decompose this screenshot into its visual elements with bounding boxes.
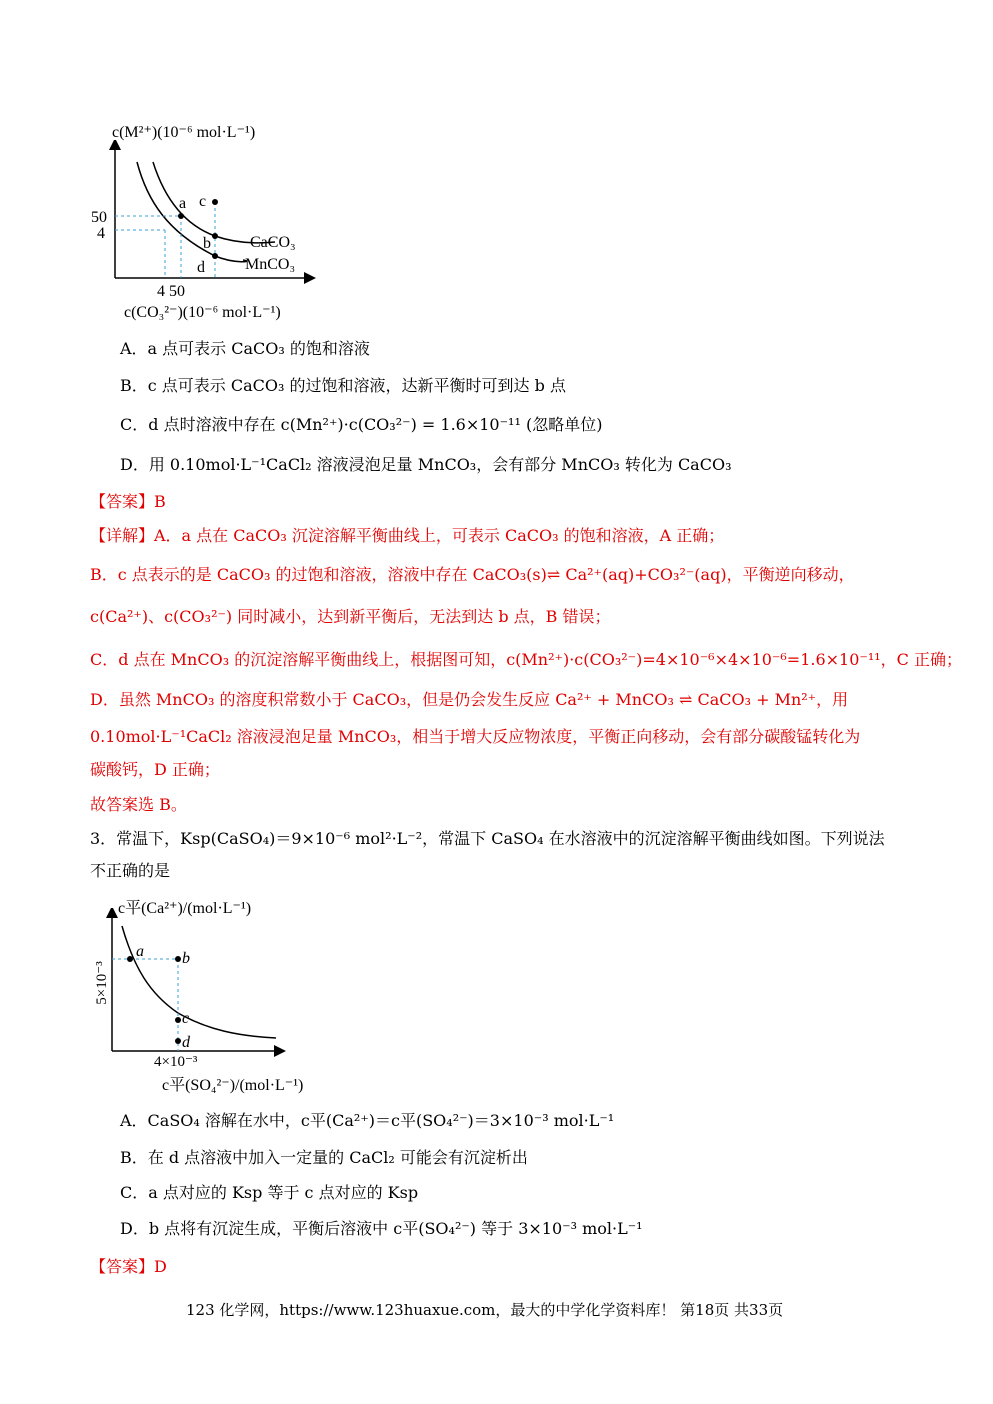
label-d: d: [197, 259, 205, 276]
q3-option-c: C．a 点对应的 Ksp 等于 c 点对应的 Ksp: [120, 1183, 419, 1202]
point-a: [127, 956, 133, 962]
mnco3-curve: [137, 162, 247, 262]
figure1-ytick-4: 4: [97, 225, 105, 242]
label-a: a: [136, 943, 144, 960]
q3-option-b: B．在 d 点溶液中加入一定量的 CaCl₂ 可能会有沉淀析出: [120, 1148, 528, 1167]
caso4-curve: [122, 926, 276, 1038]
figure2-xtick: 4×10⁻³: [154, 1054, 198, 1068]
q3-option-a: A．CaSO₄ 溶解在水中，c平(Ca²⁺)＝c平(SO₄²⁻)＝3×10⁻³ mol·L⁻¹: [120, 1111, 615, 1130]
label-c: c: [199, 193, 207, 210]
label-d: d: [182, 1034, 190, 1051]
q2-option-a: A．a 点可表示 CaCO₃ 的饱和溶液: [120, 339, 370, 358]
q2-explanation-line5: D．虽然 MnCO₃ 的溶度积常数小于 CaCO₃，但是仍会发生反应 Ca²⁺ + MnCO₃ ⇌ CaCO₃ + Mn²⁺，用: [90, 690, 849, 709]
page-footer: 123 化学网，https://www.123huaxue.com，最大的中学化学资料库！ 第18页 共33页: [186, 1301, 784, 1319]
figure1-xlabel: c(CO₃²⁻)(10⁻⁶ mol·L⁻¹): [124, 304, 281, 321]
q3-answer: 【答案】D: [90, 1257, 167, 1276]
q2-option-d: D．用 0.10mol·L⁻¹CaCl₂ 溶液浸泡足量 MnCO₃，会有部分 MnCO₃ 转化为 CaCO₃: [120, 455, 732, 474]
point-c: [175, 1017, 181, 1023]
point-d: [175, 1038, 181, 1044]
q3-stem-line2: 不正确的是: [90, 861, 171, 880]
figure1-ytick-50: 50: [91, 209, 107, 226]
figure2-ylabel: c平(Ca²⁺)/(mol·L⁻¹): [118, 900, 252, 917]
label-a: a: [179, 195, 187, 212]
q3-stem-line1: 3．常温下，Ksp(CaSO₄)＝9×10⁻⁶ mol²·L⁻²，常温下 CaSO₄ 在水溶液中的沉淀溶解平衡曲线如图。下列说法: [90, 829, 885, 848]
curve-label-mnco3: MnCO₃: [245, 256, 296, 273]
q2-option-b: B．c 点可表示 CaCO₃ 的过饱和溶液，达新平衡时可到达 b 点: [120, 376, 566, 395]
figure1-xticks: 4 50: [157, 283, 185, 300]
q2-explanation-line8: 故答案选 B。: [90, 795, 187, 814]
figure2-ytick: 5×10⁻³: [94, 961, 110, 1005]
q2-option-c: C．d 点时溶液中存在 c(Mn²⁺)·c(CO₃²⁻) = 1.6×10⁻¹¹ (忽略单位): [120, 415, 603, 434]
q2-explanation-line3: c(Ca²⁺)、c(CO₃²⁻) 同时减小，达到新平衡后，无法到达 b 点，B 错误；: [90, 607, 611, 626]
figure2-xlabel: c平(SO₄²⁻)/(mol·L⁻¹): [162, 1077, 304, 1094]
label-c: c: [182, 1010, 190, 1027]
q2-answer: 【答案】B: [90, 492, 166, 511]
point-d: [212, 253, 218, 259]
point-b: [212, 233, 218, 239]
q3-option-d: D．b 点将有沉淀生成，平衡后溶液中 c平(SO₄²⁻) 等于 3×10⁻³ mol·L⁻¹: [120, 1219, 643, 1238]
curve-label-caco3: CaCO₃: [250, 234, 296, 251]
q2-explanation-line6: 0.10mol·L⁻¹CaCl₂ 溶液浸泡足量 MnCO₃，相当于增大反应物浓度，平衡正向移动，会有部分碳酸锰转化为: [90, 727, 861, 746]
label-b: b: [203, 235, 211, 252]
q2-explanation-line1: 【详解】A．a 点在 CaCO₃ 沉淀溶解平衡曲线上，可表示 CaCO₃ 的饱和溶液，A 正确；: [90, 526, 725, 545]
figure2-chart: [88, 908, 298, 1068]
q2-explanation-line4: C．d 点在 MnCO₃ 的沉淀溶解平衡曲线上，根据图可知，c(Mn²⁺)·c(CO₃²⁻)=4×10⁻⁶×4×10⁻⁶=1.6×10⁻¹¹，C 正确；: [90, 650, 963, 669]
q2-explanation-line2: B．c 点表示的是 CaCO₃ 的过饱和溶液，溶液中存在 CaCO₃(s)⇌ Ca²⁺(aq)+CO₃²⁻(aq)，平衡逆向移动，: [90, 565, 855, 584]
point-b: [175, 956, 181, 962]
point-a: [178, 213, 184, 219]
label-b: b: [182, 950, 190, 967]
point-c: [212, 199, 218, 205]
q2-explanation-line7: 碳酸钙，D 正确；: [90, 760, 220, 779]
figure1-chart: [85, 140, 325, 310]
figure1-ylabel: c(M²⁺)(10⁻⁶ mol·L⁻¹): [112, 124, 256, 141]
